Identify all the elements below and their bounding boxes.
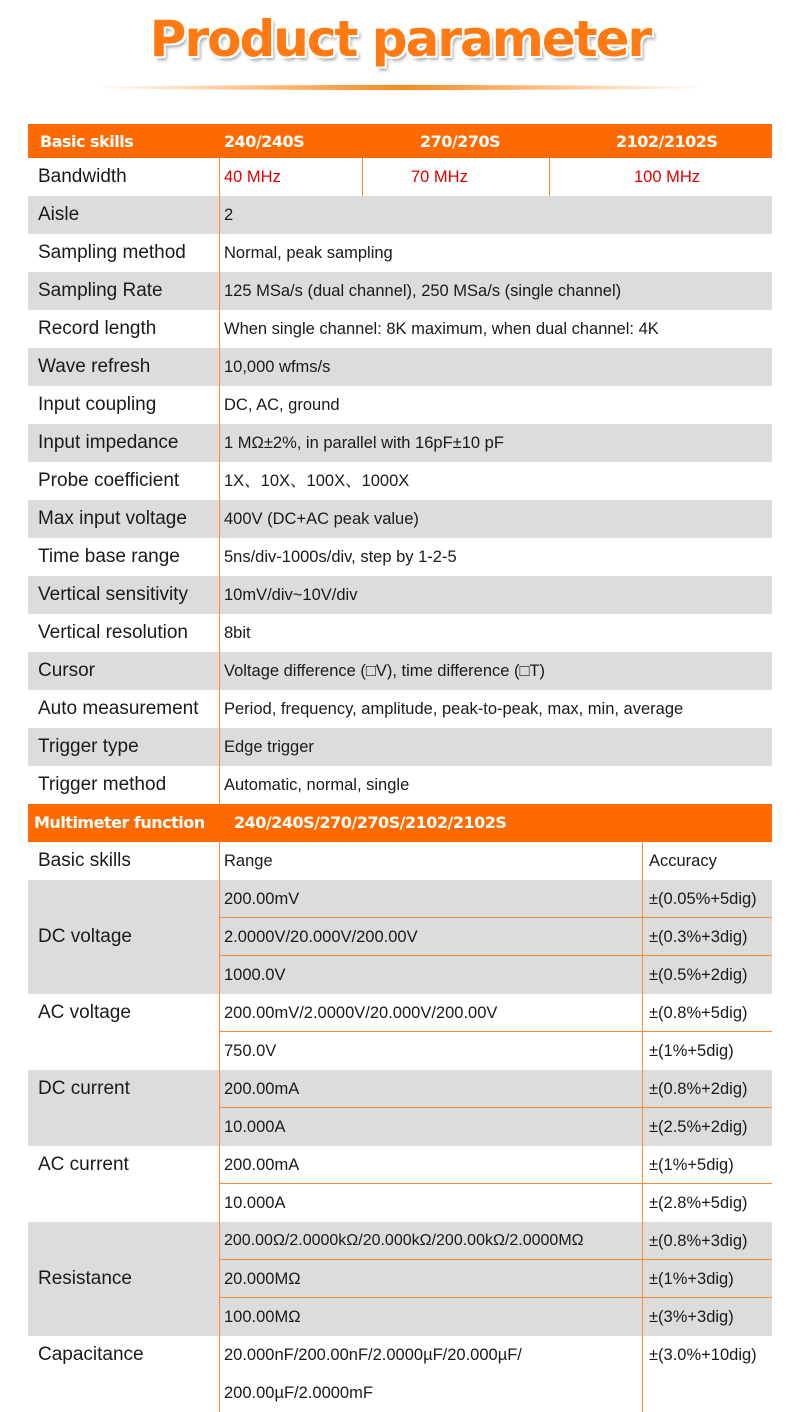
spec-value: 10,000 wfms/s: [224, 358, 331, 376]
group-dc-voltage: [28, 880, 772, 994]
accuracy-value: ±(1%+5dig): [649, 1042, 734, 1060]
basic-header-model-2: 270/270S: [420, 132, 501, 151]
spec-value: 1X、10X、100X、1000X: [224, 472, 410, 490]
spec-value: Normal, peak sampling: [224, 244, 393, 262]
spec-label: Vertical resolution: [28, 614, 220, 652]
spec-table: [28, 124, 772, 1412]
spec-row: [28, 538, 772, 576]
range-row: [220, 1070, 772, 1108]
accuracy-value: ±(1%+3dig): [649, 1270, 734, 1288]
group-ac-current: [28, 1146, 772, 1222]
accuracy-value: ±(0.8%+5dig): [649, 1004, 748, 1022]
spec-row: [28, 690, 772, 728]
group-capacitance: [28, 1336, 772, 1412]
spec-label: Record length: [28, 310, 220, 348]
spec-value: 5ns/div-1000s/div, step by 1-2-5: [224, 548, 457, 566]
range-value: 10.000A: [220, 1184, 643, 1222]
basic-header: [28, 124, 772, 158]
accuracy-value: ±(0.05%+5dig): [649, 890, 757, 908]
spec-value: 2: [224, 206, 234, 224]
range-row: [220, 1222, 772, 1260]
bandwidth-270: 70 MHz: [363, 158, 550, 196]
accuracy-value: ±(2.8%+5dig): [649, 1194, 748, 1212]
spec-value: DC, AC, ground: [224, 396, 340, 414]
spec-label: Time base range: [28, 538, 220, 576]
spec-label: Input coupling: [28, 386, 220, 424]
group-label: Capacitance: [28, 1336, 220, 1412]
accuracy-value: ±(3%+3dig): [649, 1308, 734, 1326]
spec-label: Trigger method: [28, 766, 220, 804]
range-value: 100.00MΩ: [220, 1298, 643, 1336]
title-underline: [90, 85, 710, 90]
spec-row: [28, 424, 772, 462]
range-row: [220, 1260, 772, 1298]
capacitance-range-line-1: 20.000nF/200.00nF/2.0000µF/20.000µF/: [224, 1346, 522, 1364]
group-dc-current: [28, 1070, 772, 1146]
accuracy-value: ±(1%+5dig): [649, 1156, 734, 1174]
spec-row: [28, 310, 772, 348]
title-banner: [0, 0, 800, 100]
spec-label: Vertical sensitivity: [28, 576, 220, 614]
multimeter-column-row: [28, 842, 772, 880]
spec-value: Voltage difference (□V), time difference (□T): [224, 662, 546, 680]
spec-label: Max input voltage: [28, 500, 220, 538]
accuracy-value: ±(0.8%+3dig): [649, 1232, 748, 1250]
spec-row: [28, 462, 772, 500]
range-value: 750.0V: [220, 1032, 643, 1070]
spec-value: Automatic, normal, single: [224, 776, 410, 794]
spec-value: When single channel: 8K maximum, when dual channel: 4K: [224, 320, 659, 338]
group-label: Resistance: [28, 1222, 220, 1336]
basic-header-label: Basic skills: [40, 132, 134, 151]
range-row: [220, 918, 772, 956]
range-row: [220, 956, 772, 994]
capacitance-range: [220, 1336, 643, 1412]
spec-label: Cursor: [28, 652, 220, 690]
accuracy-value: ±(0.8%+2dig): [649, 1080, 748, 1098]
bandwidth-240: 40 MHz: [220, 158, 363, 196]
capacitance-range-line-2: 200.00µF/2.0000mF: [224, 1384, 373, 1402]
multimeter-header: [28, 804, 772, 842]
basic-header-model-1: 240/240S: [224, 132, 305, 151]
spec-label: Auto measurement: [28, 690, 220, 728]
range-row: [220, 994, 772, 1032]
basic-header-model-3: 2102/2102S: [616, 132, 718, 151]
range-value: 200.00mV: [220, 880, 643, 917]
accuracy-value: ±(0.3%+3dig): [649, 928, 748, 946]
accuracy-value: ±(0.5%+2dig): [649, 966, 748, 984]
spec-row: [28, 348, 772, 386]
range-value: 200.00mV/2.0000V/20.000V/200.00V: [220, 994, 643, 1031]
range-value: 200.00Ω/2.0000kΩ/20.000kΩ/200.00kΩ/2.0000MΩ: [220, 1222, 643, 1259]
range-row: [220, 1146, 772, 1184]
accuracy-value: ±(2.5%+2dig): [649, 1118, 748, 1136]
range-row: [220, 1298, 772, 1336]
spec-row: [28, 614, 772, 652]
multimeter-header-models: 240/240S/270/270S/2102/2102S: [234, 813, 507, 832]
spec-row: [28, 386, 772, 424]
range-row: [220, 1184, 772, 1222]
spec-value: Edge trigger: [224, 738, 314, 756]
range-value: 20.000MΩ: [220, 1260, 643, 1297]
range-value: 2.0000V/20.000V/200.00V: [220, 918, 643, 955]
spec-label: Sampling Rate: [28, 272, 220, 310]
spec-row: [28, 500, 772, 538]
page-title: Product parameter: [149, 10, 651, 68]
spec-row: [28, 234, 772, 272]
group-resistance: [28, 1222, 772, 1336]
multimeter-header-label: Multimeter function: [34, 813, 205, 832]
spec-label: Wave refresh: [28, 348, 220, 386]
spec-row: [28, 728, 772, 766]
bandwidth-2102: 100 MHz: [634, 168, 701, 186]
range-row: [220, 1032, 772, 1070]
spec-value: 1 MΩ±2%, in parallel with 16pF±10 pF: [224, 434, 504, 452]
group-label: AC current: [28, 1146, 220, 1222]
range-value: 200.00mA: [220, 1146, 643, 1183]
group-label: DC current: [28, 1070, 220, 1146]
spec-label: Probe coefficient: [28, 462, 220, 500]
range-row: [220, 880, 772, 918]
spec-row: [28, 272, 772, 310]
range-value: 200.00mA: [220, 1070, 643, 1107]
range-value: 1000.0V: [220, 956, 643, 994]
column-accuracy: Accuracy: [649, 852, 717, 870]
group-label: AC voltage: [28, 994, 220, 1070]
spec-value: 10mV/div~10V/div: [224, 586, 358, 604]
spec-row: [28, 766, 772, 804]
group-ac-voltage: [28, 994, 772, 1070]
spec-row: [28, 652, 772, 690]
spec-label: Input impedance: [28, 424, 220, 462]
range-row: [220, 1108, 772, 1146]
column-label: Basic skills: [28, 842, 220, 880]
spec-label: Bandwidth: [28, 158, 220, 196]
spec-row: [28, 196, 772, 234]
spec-row: [28, 576, 772, 614]
spec-value: 400V (DC+AC peak value): [224, 510, 419, 528]
spec-row-bandwidth: [28, 158, 772, 196]
spec-value: 125 MSa/s (dual channel), 250 MSa/s (single channel): [224, 282, 622, 300]
spec-label: Sampling method: [28, 234, 220, 272]
spec-label: Aisle: [28, 196, 220, 234]
spec-label: Trigger type: [28, 728, 220, 766]
group-label: DC voltage: [28, 880, 220, 994]
spec-value: 8bit: [224, 624, 251, 642]
capacitance-accuracy: ±(3.0%+10dig): [649, 1346, 757, 1364]
range-value: 10.000A: [220, 1108, 643, 1146]
spec-value: Period, frequency, amplitude, peak-to-peak, max, min, average: [224, 700, 684, 718]
column-range: Range: [220, 842, 643, 880]
